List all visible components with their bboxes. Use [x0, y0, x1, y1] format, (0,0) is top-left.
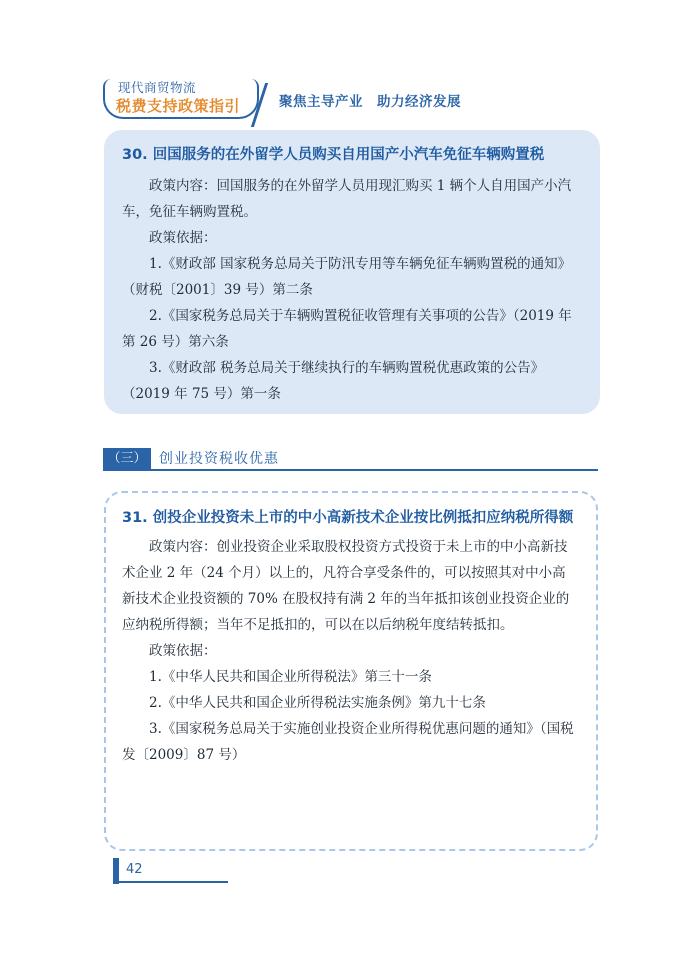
policy-30-basis-item: 2.《国家税务总局关于车辆购置税征收管理有关事项的公告》（2019 年第 26 号）第六条 [122, 308, 572, 350]
policy-31-basis-item: 1.《中华人民共和国企业所得税法》第三十一条 [149, 669, 432, 685]
section-title: 创业投资税收优惠 [159, 451, 279, 467]
policy-31-title: 31. 创投企业投资未上市的中小高新技术企业按比例抵扣应纳税所得额 [122, 510, 574, 526]
policy-31-basis-label: 政策依据： [149, 643, 217, 659]
policy-30-card [104, 130, 600, 414]
policy-31-content: 政策内容：创业投资企业采取股权投资方式投资于未上市的中小高新技术企业 2 年（24 个月）以上的，凡符合享受条件的，可以按照其对中小高新技术企业投资额的 70% 在股权持有满 2 年的当年抵扣该创业投资企业的应纳税所得额；当年不足抵扣的，可以在以后纳税年度结转抵扣。 [122, 539, 570, 633]
header-guide-title: 税费支持政策指引 [116, 97, 241, 115]
section-underline [103, 469, 598, 471]
policy-30-basis-label: 政策依据： [149, 230, 217, 246]
page-footer-rule [113, 881, 228, 883]
page-number: 42 [126, 862, 143, 877]
policy-30-content: 政策内容：回国服务的在外留学人员用现汇购买 1 辆个人自用国产小汽车，免征车辆购置税。 [122, 178, 572, 220]
policy-31-card [104, 491, 598, 851]
policy-30-title: 30. 回国服务的在外留学人员购买自用国产小汽车免征车辆购置税 [122, 147, 545, 163]
policy-31-basis-item: 2.《中华人民共和国企业所得税法实施条例》第九十七条 [149, 695, 486, 711]
header-slogan: 聚焦主导产业 助力经济发展 [279, 94, 461, 110]
policy-30-basis-item: 3.《财政部 税务总局关于继续执行的车辆购置税优惠政策的公告》（2019 年 75 号）第一条 [122, 360, 545, 402]
policy-30-basis-item: 1.《财政部 国家税务总局关于防汛专用等车辆免征车辆购置税的通知》（财税〔2001〕39 号）第二条 [122, 256, 572, 298]
section-heading [103, 448, 598, 470]
header-series-title: 现代商贸物流 [118, 80, 197, 95]
policy-31-basis-item: 3.《国家税务总局关于实施创业投资企业所得税优惠问题的通知》（国税发〔2009〕87 号） [122, 721, 574, 763]
section-number-tag: （三） [103, 448, 151, 470]
